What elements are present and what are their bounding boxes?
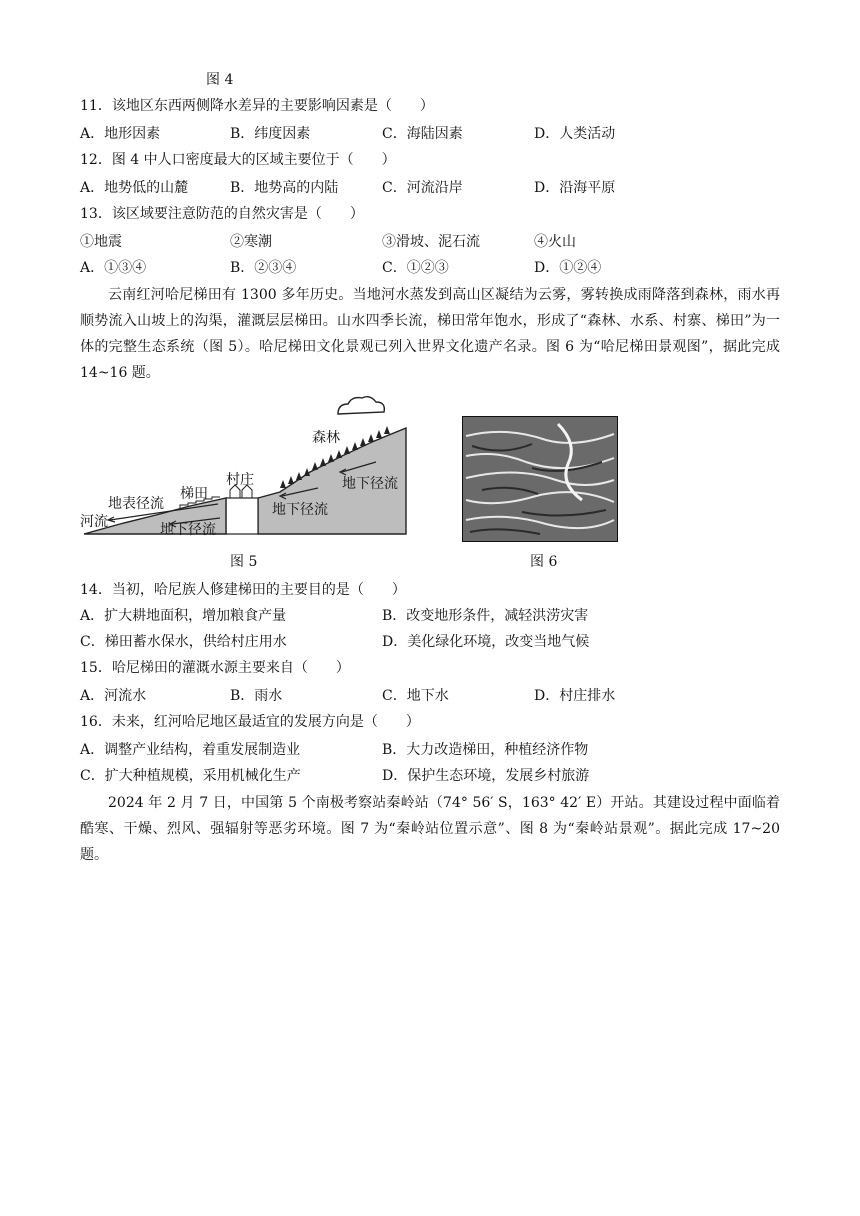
q11-option-c[interactable]: C．海陆因素 xyxy=(382,126,463,142)
q14-option-d[interactable]: D．美化绿化环境，改变当地气候 xyxy=(382,634,590,650)
q14-option-b[interactable]: B．改变地形条件，减轻洪涝灾害 xyxy=(382,608,589,624)
q15-stem: 15．哈尼梯田的灌溉水源主要来自（ ） xyxy=(80,660,350,676)
q12-stem: 12．图 4 中人口密度最大的区域主要位于（ ） xyxy=(80,152,396,168)
q14-option-a[interactable]: A．扩大耕地面积，增加粮食产量 xyxy=(80,608,287,624)
passage-hani-terraces: 云南红河哈尼梯田有 1300 多年历史。当地河水蒸发到高山区凝结为云雾，雾转换成雨降落到森林，雨水再顺势流入山坡上的沟渠，灌溉层层梯田。山水四季长流，梯田常年饱水，形成了“森林、水系、村寨、梯田”为一体的完整生态系统（图 5）。哈尼梯田文化景观已列入世界文化遗产名录。图 6 为“哈尼梯田景观图”，据此完成 14~16 题。 xyxy=(80,287,780,381)
q11-stem: 11．该地区东西两侧降水差异的主要影响因素是（ ） xyxy=(80,98,434,114)
label-ground-runoff-mid: 地下径流 xyxy=(272,503,328,518)
label-ground-runoff-low: 地下径流 xyxy=(160,523,216,538)
q13-option-d[interactable]: D．①②④ xyxy=(534,260,602,276)
label-river: 河流 xyxy=(80,515,108,530)
q12-option-c[interactable]: C．河流沿岸 xyxy=(382,180,463,196)
q16-option-d[interactable]: D．保护生态环境，发展乡村旅游 xyxy=(382,768,590,784)
q15-option-a[interactable]: A．河流水 xyxy=(80,688,147,704)
q16-option-c[interactable]: C．扩大种植规模，采用机械化生产 xyxy=(80,768,301,784)
label-terrace: 梯田 xyxy=(180,487,208,502)
q11-option-d[interactable]: D．人类活动 xyxy=(534,126,616,142)
q11-option-a[interactable]: A．地形因素 xyxy=(80,126,161,142)
q13-item-1: ①地震 xyxy=(80,234,122,250)
q13-item-2: ②寒潮 xyxy=(230,234,272,250)
village-platform xyxy=(226,498,258,534)
q15-option-c[interactable]: C．地下水 xyxy=(382,688,449,704)
q14-option-c[interactable]: C．梯田蓄水保水，供给村庄用水 xyxy=(80,634,287,650)
label-forest: 森林 xyxy=(312,431,340,446)
q13-item-3: ③滑坡、泥石流 xyxy=(382,234,480,250)
q12-option-d[interactable]: D．沿海平原 xyxy=(534,180,616,196)
fig4-caption: 图 4 xyxy=(206,72,234,88)
q16-option-a[interactable]: A．调整产业结构，着重发展制造业 xyxy=(80,742,301,758)
passage-qinling-station: 2024 年 2 月 7 日，中国第 5 个南极考察站秦岭站（74° 56′ S，163° 42′ E）开站。其建设过程中面临着酷寒、干燥、烈风、强辐射等恶劣环境。图 7 为“秦岭站位置示意”、图 8 为“秦岭站景观”。据此完成 17~20 题。 xyxy=(80,795,780,863)
fig6-terrace-photo xyxy=(462,416,618,542)
q11-option-b[interactable]: B．纬度因素 xyxy=(230,126,311,142)
label-ground-runoff-high: 地下径流 xyxy=(342,477,398,492)
q12-option-a[interactable]: A．地势低的山麓 xyxy=(80,180,189,196)
q14-stem: 14．当初，哈尼族人修建梯田的主要目的是（ ） xyxy=(80,582,406,598)
label-village: 村庄 xyxy=(226,473,254,488)
q13-option-b[interactable]: B．②③④ xyxy=(230,260,297,276)
q13-option-a[interactable]: A．①③④ xyxy=(80,260,147,276)
label-surface-runoff: 地表径流 xyxy=(108,497,164,512)
q13-stem: 13．该区域要注意防范的自然灾害是（ ） xyxy=(80,206,364,222)
q15-option-d[interactable]: D．村庄排水 xyxy=(534,688,616,704)
fig5-terrace-diagram xyxy=(80,392,410,540)
fig5-caption: 图 5 xyxy=(230,554,258,570)
q15-option-b[interactable]: B．雨水 xyxy=(230,688,283,704)
fig6-caption: 图 6 xyxy=(530,554,558,570)
q12-option-b[interactable]: B．地势高的内陆 xyxy=(230,180,339,196)
q16-stem: 16．未来，红河哈尼地区最适宜的发展方向是（ ） xyxy=(80,714,420,730)
q13-option-c[interactable]: C．①②③ xyxy=(382,260,449,276)
q16-option-b[interactable]: B．大力改造梯田，种植经济作物 xyxy=(382,742,589,758)
cloud-icon xyxy=(338,397,384,414)
q13-item-4: ④火山 xyxy=(534,234,576,250)
